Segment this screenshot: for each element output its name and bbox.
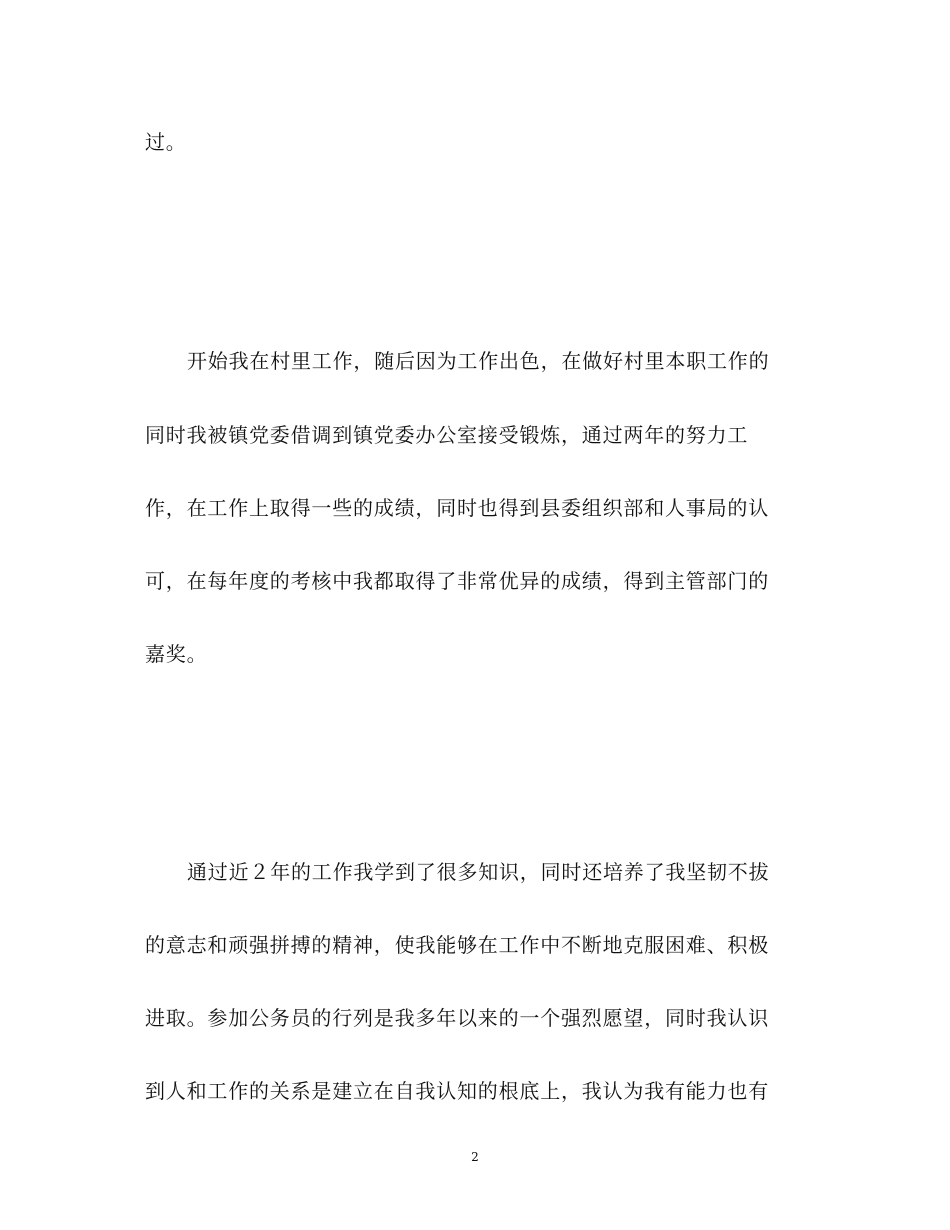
text-line: 到人和工作的关系是建立在自我认知的根底上，我认为我有能力也有: [145, 1079, 769, 1103]
text-line: 的意志和顽强拼搏的精神，使我能够在工作中不断地克服困难、积极: [145, 933, 769, 957]
text-line: 作，在工作上取得一些的成绩，同时也得到县委组织部和人事局的认: [145, 496, 769, 520]
text-line: 嘉奖。: [145, 642, 208, 666]
text-line: 开始我在村里工作，随后因为工作出色，在做好村里本职工作的: [187, 349, 770, 373]
text-line: 进取。参加公务员的行列是我多年以来的一个强烈愿望，同时我认识: [145, 1006, 769, 1030]
page-number: 2: [471, 1150, 479, 1164]
text-line: 过。: [145, 130, 187, 154]
text-line: 可，在每年度的考核中我都取得了非常优异的成绩，得到主管部门的: [145, 569, 769, 593]
text-line: 通过近２年的工作我学到了很多知识，同时还培养了我坚韧不拔: [187, 860, 770, 884]
text-line: 同时我被镇党委借调到镇党委办公室接受锻炼，通过两年的努力工: [145, 423, 749, 447]
